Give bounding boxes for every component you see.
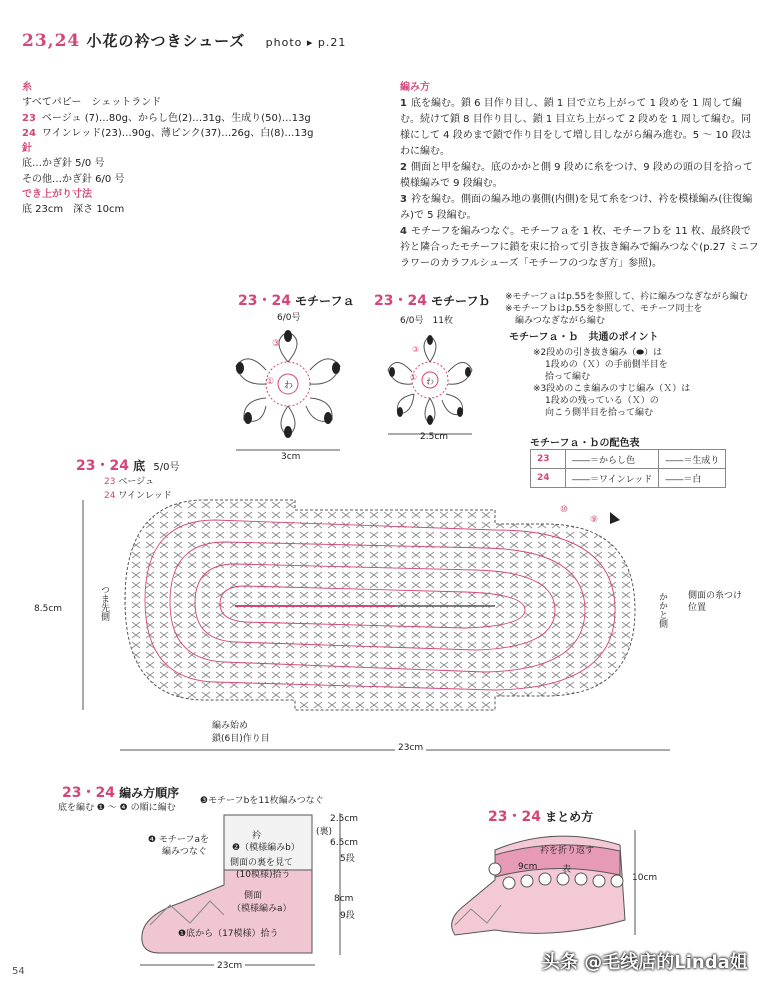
order-dim2-rows: 5段	[340, 854, 355, 864]
sole-diagram	[115, 490, 675, 720]
method-step: 4 モチーフを編みつなぐ。モチーフａを 1 枚、モチーフｂを 11 枚、最終段で衿と隣合ったモチーフに鎖を束に拾って引き抜き編みで編みつなぐ(p.27 ミニフラワーのカラフルシューズ「モチーフのつなぎ方」参照)。	[400, 226, 759, 269]
table-row: 23 ――＝からし色 ――＝生成り	[531, 450, 726, 469]
sole-color-23: 23 ベージュ	[104, 477, 154, 487]
sole-side-attach: 側面の糸つけ位置	[688, 591, 743, 613]
sole-start: 編み始め	[212, 721, 249, 731]
svg-text:③: ③	[412, 345, 420, 354]
order-length: 23cm	[214, 961, 245, 971]
sole-height-line	[78, 500, 88, 710]
table-row: 24 ――＝ワインレッド ――＝白	[531, 469, 726, 488]
order-collar: 衿	[252, 831, 262, 841]
svg-text:わ: わ	[284, 381, 294, 391]
finish-front: 表	[562, 865, 572, 875]
color-table	[530, 449, 726, 488]
motif-a-diagram	[228, 322, 348, 457]
motif-a-label: 23・24 モチーフａ	[238, 293, 355, 309]
order-dim3-rows: 9段	[340, 911, 355, 921]
order-step3: ❸モチーフbを11枚編みつなぐ	[200, 796, 324, 806]
sole-chain: 鎖(6目)作り目	[212, 734, 270, 744]
svg-text:⑨: ⑨	[590, 515, 599, 525]
finish-fold: 衿を折り返す	[540, 846, 595, 856]
watermark: 头条 @毛线店的Linda姐	[542, 952, 748, 973]
order-side-back2: (10模様)拾う	[236, 870, 291, 880]
finish-width: 9cm	[518, 862, 538, 872]
color-table-title: モチーフａ・ｂの配色表	[530, 438, 640, 449]
svg-text:①: ①	[266, 377, 275, 387]
motif-b-needle: 6/0号 11枚	[400, 316, 453, 326]
order-intro: 底を編む ❶ ～ ❹ の順に編む	[58, 803, 176, 813]
motif-a-needle: 6/0号	[277, 313, 301, 323]
sole-heel: かかと側	[657, 592, 667, 628]
order-side: 側面	[244, 891, 263, 901]
motif-b-diagram	[380, 330, 480, 440]
page-number: 54	[12, 966, 25, 977]
svg-text:①: ①	[410, 373, 418, 382]
knitting-method: 編み方 1 底を編む。鎖 6 目作り目し、鎖 1 目で立ち上がって 1 段めを 1 周して編む。続けて鎖 8 目作り目し、鎖 1 目立ち上がって 2 段めを 1 周して編む。同様にして 4 段めまで鎖で作り目をして増し目しながら編み進む。5 ～ 10 段はわに編む。 2 側面と甲を編む。底のかかと側 9 段めに糸をつけ、9 段めの頭の目を拾って模様編みで 9 段編む。 3 衿を編む。側面の編み地の裏側(内側)を見て糸をつけ、衿を模様編み(往復編み)で 5 段編む。 4 モチーフを編みつなぐ。モチーフａを 1 枚、モチーフｂを 11 枚、最終段で衿と隣合ったモチーフに鎖を束に拾って引き抜き編みで編みつなぐ(p.27 ミニフラワーのカラフルシューズ「モチーフのつなぎ方」参照)。	[400, 80, 760, 272]
order-dim1: 2.5cm	[330, 814, 359, 824]
order-back: (裏)	[316, 827, 333, 837]
order-step1: ❶底から（17模様）拾う	[178, 929, 279, 939]
materials: 糸 すべてパピー シェットランド 23 ベージュ (7)…80g、からし色(2)…31g、生成り(50)…13g 24 ワインレッド(23)…90g、薄ピンク(37)…26g、白(8)…13g 針 底…かぎ針 5/0 号 その他…かぎ針 6/0 号 でき上がり寸法 底 23cm 深さ 10cm	[22, 82, 314, 216]
svg-text:わ: わ	[426, 377, 434, 386]
photo-ref: photo ▸ p.21	[265, 36, 347, 49]
sole-label: 23・24 底 5/0号	[76, 458, 180, 474]
order-side-back: 側面の裏を見て	[230, 858, 294, 868]
method-step: 2 側面と甲を編む。底のかかと側 9 段めに糸をつけ、9 段めの頭の目を拾って模様編みで 9 段編む。	[400, 162, 753, 189]
sole-length: 23cm	[395, 743, 426, 753]
order-side-sub: （模様編みa）	[232, 904, 292, 914]
sole-height: 8.5cm	[34, 604, 63, 614]
method-step: 3 衿を編む。側面の編み地の裏側(内側)を見て糸をつけ、衿を模様編み(往復編み)で 5 段編む。	[400, 194, 753, 221]
motif-notes: ※モチーフａはp.55を参照して、衿に編みつなぎながら編む ※モチーフｂはp.55を参照して、モチーフ同士を 編みつなぎながら編む モチーフａ・ｂ 共通のポイント ※2段めの引き抜き編み（⬬）は 1段めの（Ｘ）の手前側半目を 拾って編む ※3段めのこま編みのすじ編み（Ｘ）は 1段めの残っている（Ｘ）の 向こう側半目を拾って編む	[505, 292, 748, 418]
order-label: 23・24 編み方順序	[62, 785, 180, 801]
order-step4: ❹ モチーフaを 編みつなぐ	[148, 835, 209, 857]
order-collar-sub: ❷（模様編みb）	[232, 843, 300, 853]
order-dim2: 6.5cm	[330, 838, 359, 848]
order-dim3: 8cm	[334, 894, 354, 904]
svg-text:⑩: ⑩	[560, 505, 569, 515]
svg-text:③: ③	[272, 339, 281, 349]
motif-b-size: 2.5cm	[420, 432, 449, 442]
motif-b-label: 23・24 モチーフｂ	[374, 293, 491, 309]
sole-color-24: 24 ワインレッド	[104, 491, 172, 501]
sole-toe: つま先側	[99, 585, 109, 621]
page-title: 23,24 小花の衿つきシューズ photo ▸ p.21	[22, 31, 347, 51]
method-step: 1 底を編む。鎖 6 目作り目し、鎖 1 目で立ち上がって 1 段めを 1 周して編む。続けて鎖 8 目作り目し、鎖 1 目立ち上がって 2 段めを 1 周して編む。同様にして 4 段めまで鎖で作り目をして増し目しながら編み進む。5 ～ 10 段はわに編む。	[400, 98, 752, 157]
motif-a-size: 3cm	[281, 452, 301, 462]
finish-label: 23・24 まとめ方	[488, 809, 594, 825]
finish-height: 10cm	[632, 873, 658, 883]
